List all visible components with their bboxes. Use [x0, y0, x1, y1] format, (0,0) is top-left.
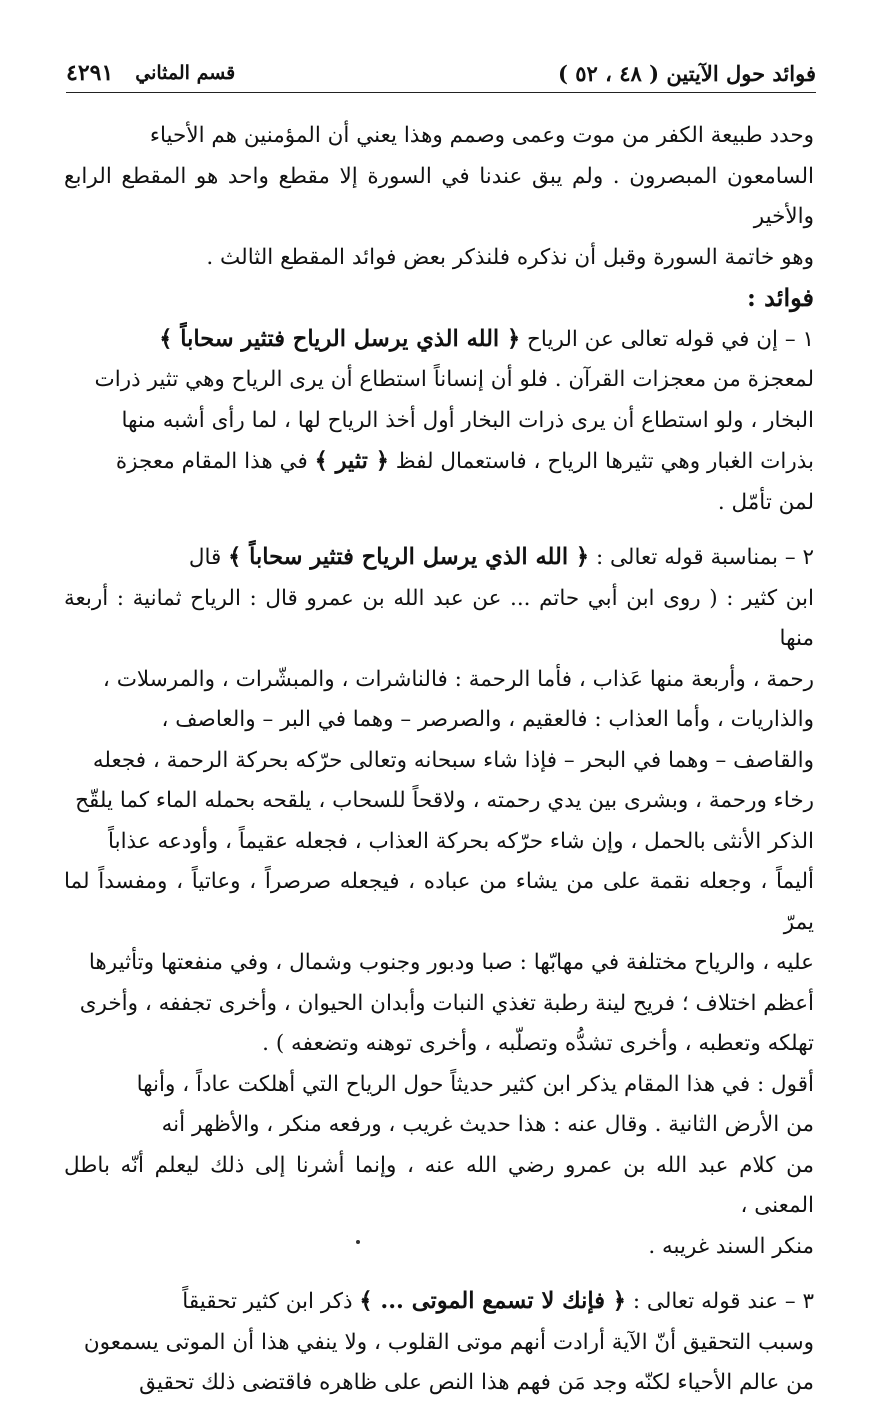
text-line: البخار ، ولو استطاع أن يرى ذرات البخار أول أخذ الرياح لها ، لما رأى أشبه منها: [121, 407, 814, 433]
text-line: من كلام عبد الله بن عمرو رضي الله عنه ، وإنما أشرنا إلى ذلك ليعلم أنّه باطل المعنى ،: [64, 1152, 814, 1218]
text-line: وحدد طبيعة الكفر من موت وعمى وصمم وهذا يعني أن المؤمنين هم الأحياء: [149, 123, 814, 148]
text-line: وسبب التحقيق أنّ الآية أرادت أنهم موتى القلوب ، ولا ينفي هذا أن الموتى يسمعون: [83, 1329, 814, 1355]
text-run: ٢ – بمناسبة قوله تعالى :: [595, 545, 814, 570]
text-line: السامعون المبصرون . ولم يبق عندنا في السورة إلا مقطع واحد هو المقطع الرابع والأخير: [64, 163, 814, 229]
benefit-1: [64, 319, 814, 524]
quran-word: ﴿ تثير ﴾: [314, 448, 389, 474]
text-line: والقاصف – وهما في البحر – فإذا شاء سبحانه وتعالى حرّكه بحركة الرحمة ، فجعله: [92, 747, 814, 773]
section-heading: فوائد :: [746, 283, 814, 312]
quran-verse: ﴿ الله الذي يرسل الرياح فتثير سحاباً ﴾: [228, 544, 590, 570]
quran-verse: ﴿ فإنك لا تسمع الموتى ... ﴾: [359, 1288, 626, 1314]
footer-dot: [356, 1240, 360, 1244]
page-number: ٤٢٩١: [66, 60, 114, 86]
text-line: أليماً ، وجعله نقمة على من يشاء من عباده ، فيجعله صرصراً ، وعاتياً ، ومفسداً لما يمرّ: [64, 869, 814, 935]
text-line: الذكر الأنثى بالحمل ، وإن شاء حرّكه بحركة العذاب ، فجعله عقيماً ، وأودعه عذاباً: [108, 828, 814, 854]
intro-paragraph: [64, 116, 814, 278]
section-name: قسم المثاني: [135, 62, 236, 84]
text-line: عليه ، والرياح مختلفة في مهابّها : صبا ودبور وجنوب وشمال ، وفي منفعتها وتأثيرها: [88, 950, 814, 975]
text-line: والذاريات ، وأما العذاب : فالعقيم ، والصرصر – وهما في البر – والعاصف ،: [161, 707, 814, 732]
text-line: [64, 537, 814, 579]
author-comment: [64, 1065, 814, 1268]
text-run: قال: [188, 545, 222, 570]
header-rule: [66, 92, 816, 93]
text-line: أعظم اختلاف ؛ فريح لينة رطبة تغذي النبات وأبدان الحيوان ، وأخرى تجففه ، وأخرى: [79, 990, 814, 1016]
text-line: تهلكه وتعطبه ، وأخرى تشدُّه وتصلّبه ، وأخرى توهنه وتضعفه ) .: [262, 1031, 814, 1056]
text-line: [64, 319, 814, 361]
header-left-group: [66, 60, 235, 86]
benefit-3: [64, 1281, 814, 1404]
text-run: بذرات الغبار وهي تثيرها الرياح ، فاستعمال لفظ: [395, 449, 814, 474]
text-line: لمن تأمّل .: [717, 489, 814, 515]
benefit-2: [64, 537, 814, 1065]
text-run: ٣ – عند قوله تعالى :: [632, 1289, 814, 1314]
text-line: [64, 441, 814, 483]
text-line: منكر السند غريبه .: [648, 1233, 814, 1259]
text-line: لمعجزة من معجزات القرآن . فلو أن إنساناً استطاع أن يرى الرياح وهي تثير ذرات: [94, 367, 814, 392]
text-line: رخاء ورحمة ، وبشرى بين يدي رحمته ، ولاقحاً للسحاب ، يلقحه بحمله الماء كما يلقّح: [75, 788, 814, 813]
text-line: [64, 1281, 814, 1323]
page-header: [66, 58, 816, 88]
text-line: ابن كثير : ( روى ابن أبي حاتم ... عن عبد الله بن عمرو قال : الرياح ثمانية : أربعة منها: [64, 585, 814, 651]
text-run: ذكر ابن كثير تحقيقاً: [182, 1289, 353, 1314]
text-line: وهو خاتمة السورة وقبل أن نذكره فلنذكر بعض فوائد المقطع الثالث .: [206, 244, 814, 270]
quran-verse: ﴿ الله الذي يرسل الرياح فتثير سحاباً ﴾: [159, 325, 521, 352]
text-run: ١ – إن في قوله تعالى عن الرياح: [527, 326, 814, 352]
text-line: من الأرض الثانية . وقال عنه : هذا حديث غريب ، ورفعه منكر ، والأظهر أنه: [161, 1112, 814, 1137]
text-line: رحمة ، وأربعة منها عَذاب ، فأما الرحمة : فالناشرات ، والمبشّرات ، والمرسلات ،: [102, 666, 814, 692]
text-line: من عالم الأحياء لكنّه وجد مَن فهم هذا النص على ظاهره فاقتضى ذلك تحقيق: [139, 1370, 814, 1395]
page-body: [64, 116, 814, 1404]
text-run: في هذا المقام معجزة: [115, 449, 308, 474]
text-line: أقول : في هذا المقام يذكر ابن كثير حديثاً حول الرياح التي أهلكت عاداً ، وأنها: [136, 1071, 814, 1097]
running-title: فوائد حول الآيتين ( ٤٨ ، ٥٢ ): [558, 60, 816, 86]
